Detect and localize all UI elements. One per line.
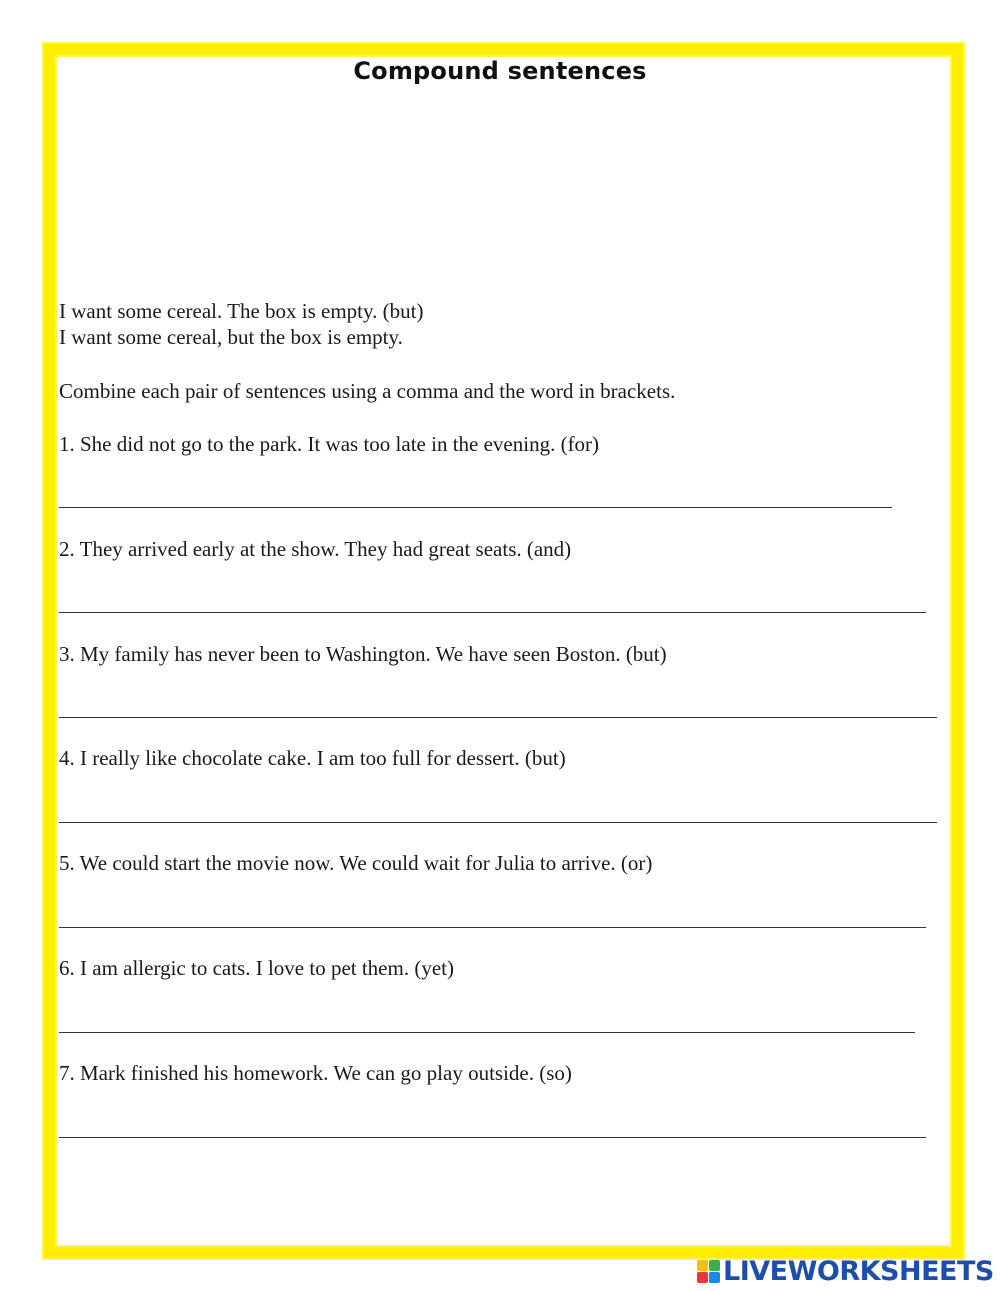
question-1: 1. She did not go to the park. It was too late in the evening. (for)	[59, 432, 600, 456]
logo-square-1	[697, 1260, 708, 1271]
liveworksheets-brand	[697, 1254, 994, 1288]
example-combined: I want some cereal, but the box is empty.	[59, 325, 403, 349]
answer-line-1[interactable]	[59, 507, 892, 508]
answer-line-6[interactable]	[59, 1032, 915, 1033]
question-5: 5. We could start the movie now. We could wait for Julia to arrive. (or)	[59, 851, 653, 875]
question-3: 3. My family has never been to Washington. We have seen Boston. (but)	[59, 642, 667, 666]
question-4: 4. I really like chocolate cake. I am too full for dessert. (but)	[59, 746, 566, 770]
example-original: I want some cereal. The box is empty. (but)	[59, 299, 424, 323]
logo-square-3	[697, 1272, 708, 1283]
liveworksheets-logo-icon	[697, 1260, 720, 1283]
question-2: 2. They arrived early at the show. They had great seats. (and)	[59, 537, 572, 561]
brand-name: LIVEWORKSHEETS	[723, 1255, 994, 1287]
page-title: Compound sentences	[353, 57, 647, 85]
answer-line-2[interactable]	[59, 612, 926, 613]
logo-square-2	[709, 1260, 720, 1271]
instructions: Combine each pair of sentences using a comma and the word in brackets.	[59, 379, 676, 403]
answer-line-5[interactable]	[59, 927, 926, 928]
logo-square-4	[709, 1272, 720, 1283]
answer-line-4[interactable]	[59, 822, 937, 823]
question-7: 7. Mark finished his homework. We can go play outside. (so)	[59, 1061, 572, 1085]
answer-line-3[interactable]	[59, 717, 937, 718]
question-6: 6. I am allergic to cats. I love to pet them. (yet)	[59, 956, 454, 980]
answer-line-7[interactable]	[59, 1137, 926, 1138]
